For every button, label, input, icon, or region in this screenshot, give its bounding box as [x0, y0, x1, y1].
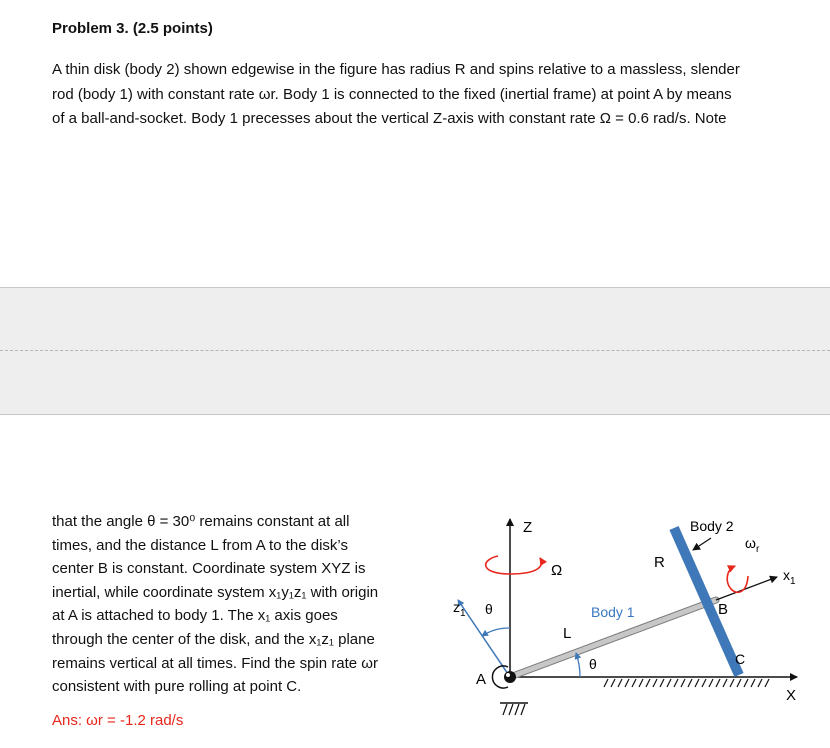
ground-hatch-mark	[688, 679, 692, 687]
ground-hatch-a	[500, 703, 528, 715]
continuation-line: consistent with pure rolling at point C.	[52, 678, 302, 696]
ground-hatch-mark	[681, 679, 685, 687]
label-c: C	[735, 651, 746, 667]
label-z: Z	[523, 519, 533, 536]
ground-hatch-x	[604, 679, 769, 687]
x1-axis	[716, 577, 777, 600]
ground-hatch-mark	[646, 679, 650, 687]
continuation-line: through the center of the disk, and the x₁z₁ plane	[52, 630, 375, 648]
intro-line: A thin disk (body 2) shown edgewise in the figure has radius R and spins relative to a massless, slender	[52, 61, 740, 78]
continuation-line: at A is attached to body 1. The x₁ axis goes	[52, 607, 338, 625]
label-theta-top: θ	[485, 601, 493, 617]
ground-hatch-mark	[667, 679, 671, 687]
ground-hatch-mark	[639, 679, 643, 687]
continuation-line: times, and the distance L from A to the disk’s	[52, 536, 348, 554]
ground-hatch-mark	[618, 679, 622, 687]
label-body1: Body 1	[591, 604, 635, 620]
continuation-line: remains vertical at all times. Find the spin rate ωr	[52, 654, 378, 672]
ground-hatch-mark	[758, 679, 762, 687]
label-l: L	[563, 625, 572, 642]
ground-hatch-mark	[744, 679, 748, 687]
continuation-line: center B is constant. Coordinate system XYZ is	[52, 560, 366, 578]
ground-hatch-mark	[604, 679, 608, 687]
ground-hatch-mark	[751, 679, 755, 687]
label-theta-bottom: θ	[589, 656, 597, 672]
omega-precession-arrow	[486, 556, 542, 574]
answer: Ans: ωr = -1.2 rad/s	[52, 712, 184, 729]
theta-arc-bottom	[576, 653, 580, 677]
ground-hatch-mark	[765, 679, 769, 687]
ground-hatch-mark	[660, 679, 664, 687]
theta-arc-top	[482, 628, 510, 636]
ground-hatch-mark	[737, 679, 741, 687]
label-z1: $z_1$	[453, 599, 466, 619]
label-a: A	[476, 671, 487, 688]
ground-hatch-mark	[625, 679, 629, 687]
intro-line: rod (body 1) with constant rate ωr. Body 1 is connected to the fixed (inertial frame) at point A by means	[52, 85, 732, 103]
disk-body2	[674, 528, 739, 675]
body2-pointer	[693, 538, 711, 550]
label-x1: $x_1$	[783, 567, 796, 587]
ground-hatch-mark	[674, 679, 678, 687]
ground-hatch-mark	[730, 679, 734, 687]
label-x: X	[786, 687, 797, 704]
ground-hatch-mark	[702, 679, 706, 687]
continuation-line: that the angle θ = 30⁰ remains constant at all	[52, 513, 350, 530]
label-omega-r: $\omega_r$	[745, 535, 760, 555]
label-omega-cap: Ω	[551, 562, 563, 579]
label-body2: Body 2	[690, 518, 734, 534]
ground-hatch-mark	[709, 679, 713, 687]
omega-r-spin-arrow	[727, 566, 748, 592]
ground-hatch-mark	[695, 679, 699, 687]
continuation-line: inertial, while coordinate system x₁y₁z₁ with origin	[52, 583, 379, 601]
ground-hatch-mark	[611, 679, 615, 687]
ground-hatch-mark	[723, 679, 727, 687]
ground-hatch-mark	[653, 679, 657, 687]
label-b: B	[718, 601, 729, 618]
ground-hatch-mark	[632, 679, 636, 687]
ground-hatch-mark	[716, 679, 720, 687]
label-r: R	[654, 554, 665, 571]
problem-title: Problem 3. (2.5 points)	[52, 20, 213, 37]
intro-line: of a ball-and-socket. Body 1 precesses about the vertical Z-axis with constant rate Ω = 0.6 rad/s. Note	[52, 110, 727, 127]
